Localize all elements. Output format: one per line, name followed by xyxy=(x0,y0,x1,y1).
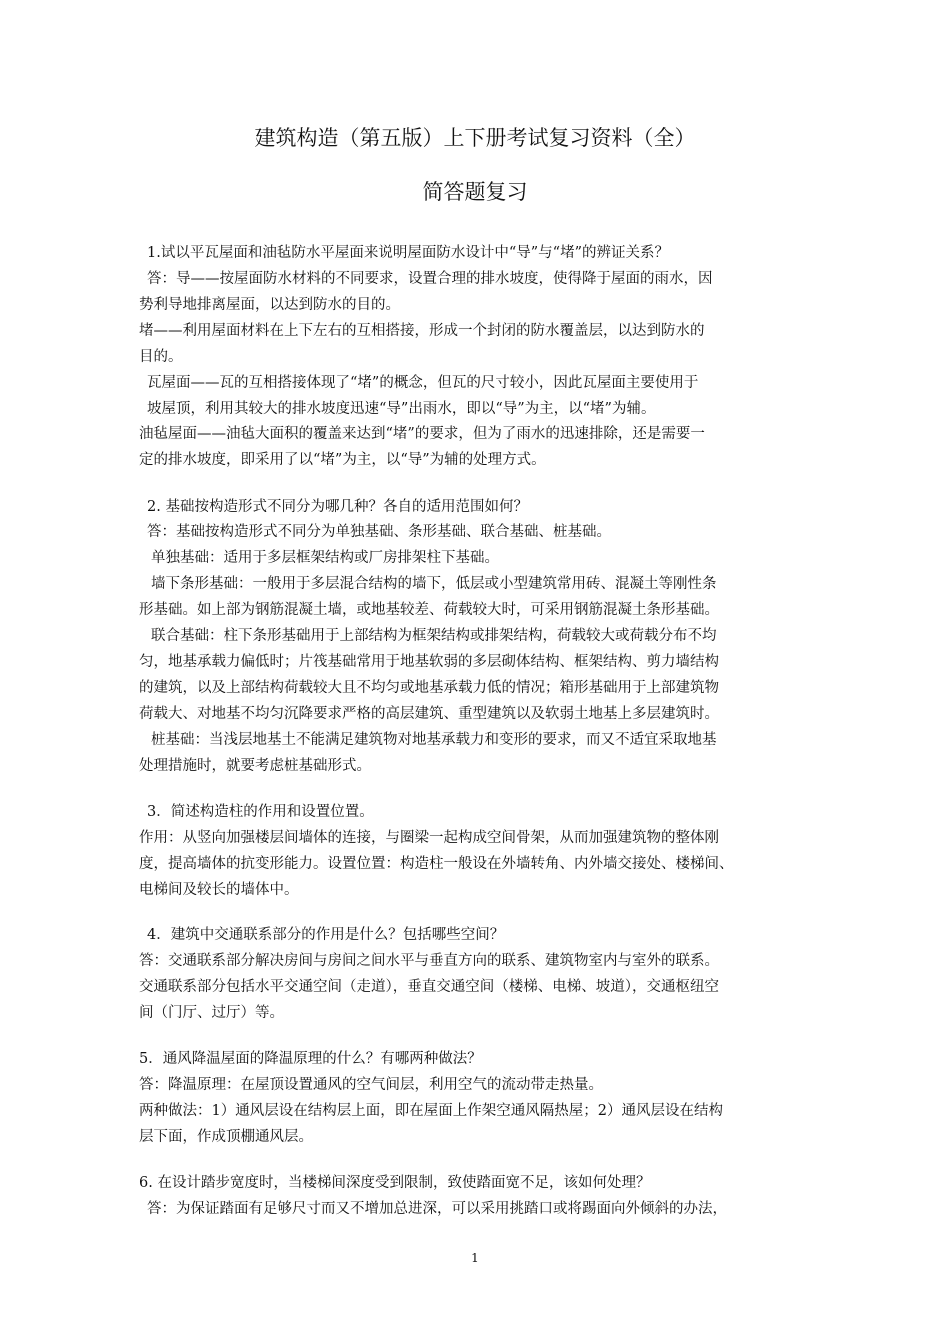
text-line: 答：为保证踏面有足够尺寸而又不增加总进深，可以采用挑踏口或将踢面向外倾斜的办法， xyxy=(147,1201,727,1217)
section-title: 简答题复习 xyxy=(422,180,528,204)
text-line: 1.试以平瓦屋面和油毡防水平屋面来说明屋面防水设计中“导”与“堵”的辨证关系？ xyxy=(147,245,669,261)
text-line: 处理措施时，就要考虑桩基础形式。 xyxy=(139,758,371,774)
text-line: 堵——利用屋面材料在上下左右的互相搭接，形成一个封闭的防水覆盖层，以达到防水的 xyxy=(139,323,705,339)
text-line: 定的排水坡度，即采用了以“堵”为主，以“导”为辅的处理方式。 xyxy=(139,452,546,468)
text-line: 作用：从竖向加强楼层间墙体的连接，与圈梁一起构成空间骨架，从而加强建筑物的整体刚 xyxy=(139,830,719,846)
text-line: 2. 基础按构造形式不同分为哪几种？各自的适用范围如何？ xyxy=(147,499,528,515)
text-line: 5．通风降温屋面的降温原理的什么？有哪两种做法？ xyxy=(139,1051,482,1067)
text-line: 电梯间及较长的墙体中。 xyxy=(139,882,299,898)
text-line: 联合基础：柱下条形基础用于上部结构为框架结构或排架结构，荷载较大或荷载分布不均 xyxy=(151,628,717,644)
text-line: 交通联系部分包括水平交通空间（走道），垂直交通空间（楼梯、电梯、坡道），交通枢纽空 xyxy=(139,979,719,995)
text-line: 两种做法：1）通风层设在结构层上面，即在屋面上作架空通风隔热屋；2）通风层设在结构 xyxy=(139,1103,723,1119)
text-line: 度，提高墙体的抗变形能力。设置位置：构造柱一般设在外墙转角、内外墙交接处、楼梯间、 xyxy=(139,856,734,872)
text-line: 瓦屋面——瓦的互相搭接体现了“堵”的概念，但瓦的尺寸较小，因此瓦屋面主要使用于 xyxy=(147,375,699,391)
text-line: 的建筑，以及上部结构荷载较大且不均匀或地基承载力低的情况；箱形基础用于上部建筑物 xyxy=(139,680,719,696)
text-line: 坡屋顶，利用其较大的排水坡度迅速“导”出雨水，即以“导”为主，以“堵”为辅。 xyxy=(147,401,656,417)
text-line: 桩基础：当浅层地基土不能满足建筑物对地基承载力和变形的要求，而又不适宜采取地基 xyxy=(151,732,717,748)
text-line: 答：降温原理：在屋顶设置通风的空气间层，利用空气的流动带走热量。 xyxy=(139,1077,603,1093)
text-line: 匀，地基承载力偏低时；片筏基础常用于地基软弱的多层砌体结构、框架结构、剪力墙结构 xyxy=(139,654,719,670)
text-line: 荷载大、对地基不均匀沉降要求严格的高层建筑、重型建筑以及软弱土地基上多层建筑时。 xyxy=(139,706,719,722)
text-line: 答：基础按构造形式不同分为单独基础、条形基础、联合基础、桩基础。 xyxy=(147,524,611,540)
text-line: 4．建筑中交通联系部分的作用是什么？包括哪些空间？ xyxy=(147,927,505,943)
text-line: 3．简述构造柱的作用和设置位置。 xyxy=(147,804,374,820)
text-line: 6. 在设计踏步宽度时，当楼梯间深度受到限制，致使踏面宽不足，该如何处理？ xyxy=(139,1175,651,1191)
page-number: 1 xyxy=(471,1251,479,1265)
text-line: 墙下条形基础：一般用于多层混合结构的墙下，低层或小型建筑常用砖、混凝土等刚性条 xyxy=(151,576,717,592)
text-line: 答：交通联系部分解决房间与房间之间水平与垂直方向的联系、建筑物室内与室外的联系。 xyxy=(139,953,719,969)
text-line: 势利导地排离屋面，以达到防水的目的。 xyxy=(139,297,400,313)
text-line: 目的。 xyxy=(139,349,183,365)
document-title: 建筑构造（第五版）上下册考试复习资料（全） xyxy=(254,126,696,150)
text-line: 答：导——按屋面防水材料的不同要求，设置合理的排水坡度，使得降于屋面的雨水，因 xyxy=(147,271,713,287)
text-line: 间（门厅、过厅）等。 xyxy=(139,1005,284,1021)
text-line: 形基础。如上部为钢筋混凝土墙，或地基较差、荷载较大时，可采用钢筋混凝土条形基础。 xyxy=(139,602,719,618)
text-line: 层下面，作成顶棚通风层。 xyxy=(139,1129,313,1145)
text-line: 单独基础：适用于多层框架结构或厂房排架柱下基础。 xyxy=(151,550,499,566)
text-line: 油毡屋面——油毡大面积的覆盖来达到“堵”的要求，但为了雨水的迅速排除，还是需要一 xyxy=(139,426,705,442)
